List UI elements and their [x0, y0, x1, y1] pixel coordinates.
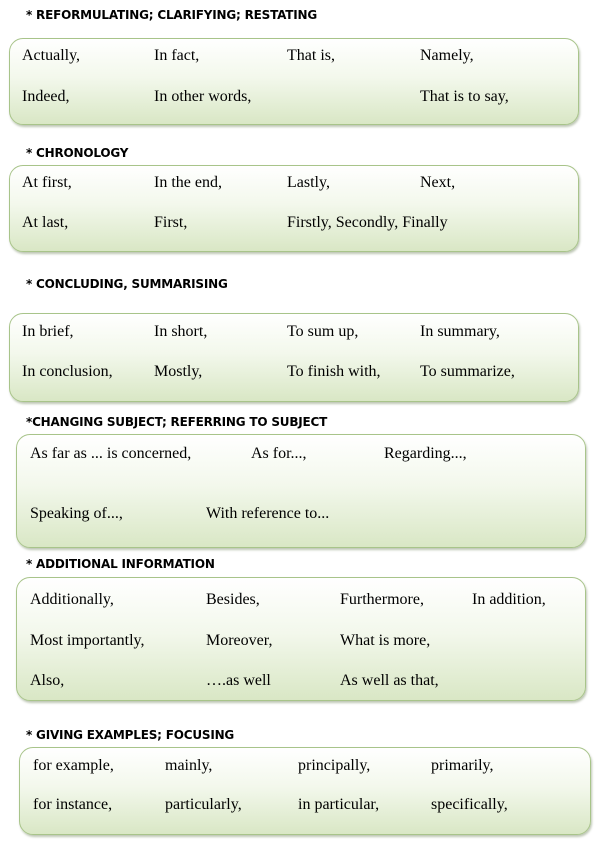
phrase: Additionally,	[30, 591, 114, 608]
phrase: in particular,	[298, 796, 380, 813]
phrase: In summary,	[420, 323, 500, 340]
phrase: That is to say,	[420, 88, 509, 105]
phrase: Speaking of...,	[30, 505, 123, 522]
phrase: To sum up,	[287, 323, 359, 340]
phrase: Next,	[420, 174, 456, 191]
phrase: As far as ... is concerned,	[30, 445, 192, 462]
phrase: for instance,	[33, 796, 113, 813]
phrase: In addition,	[472, 591, 546, 608]
phrase: As for...,	[251, 445, 307, 462]
phrase: In short,	[154, 323, 208, 340]
phrase: principally,	[298, 757, 371, 774]
phrase: Actually,	[22, 47, 81, 64]
phrase: To finish with,	[287, 363, 381, 380]
phrase: Firstly, Secondly, Finally	[287, 214, 448, 231]
section-heading-additional-information: * ADDITIONAL INFORMATION	[26, 557, 215, 571]
phrase: To summarize,	[420, 363, 515, 380]
phrase: What is more,	[340, 632, 431, 649]
phrase: mainly,	[165, 757, 213, 774]
phrase: Regarding...,	[384, 445, 467, 462]
phrase: With reference to...	[206, 505, 330, 522]
phrase: Also,	[30, 672, 65, 689]
phrase: particularly,	[165, 796, 242, 813]
phrase: Most importantly,	[30, 632, 145, 649]
phrase: As well as that,	[340, 672, 439, 689]
phrase: Furthermore,	[340, 591, 424, 608]
phrase: In fact,	[154, 47, 200, 64]
phrase: specifically,	[431, 796, 508, 813]
phrase: Mostly,	[154, 363, 203, 380]
section-heading-concluding: * CONCLUDING, SUMMARISING	[26, 277, 228, 291]
phrase: Besides,	[206, 591, 260, 608]
phrase: Namely,	[420, 47, 474, 64]
phrase: In conclusion,	[22, 363, 113, 380]
phrase: That is,	[287, 47, 335, 64]
section-heading-changing-subject: *CHANGING SUBJECT; REFERRING TO SUBJECT	[26, 415, 328, 429]
phrase: At first,	[22, 174, 72, 191]
phrase: In the end,	[154, 174, 222, 191]
section-heading-giving-examples: * GIVING EXAMPLES; FOCUSING	[26, 728, 235, 742]
phrase: primarily,	[431, 757, 494, 774]
phrase: At last,	[22, 214, 69, 231]
section-heading-chronology: * CHRONOLOGY	[26, 146, 129, 160]
phrase: Indeed,	[22, 88, 70, 105]
phrase: First,	[154, 214, 188, 231]
phrase: Moreover,	[206, 632, 273, 649]
phrase: In other words,	[154, 88, 252, 105]
phrase: In brief,	[22, 323, 74, 340]
section-heading-reformulating: * REFORMULATING; CLARIFYING; RESTATING	[26, 8, 318, 22]
phrase: Lastly,	[287, 174, 330, 191]
phrase: for example,	[33, 757, 114, 774]
phrase: ….as well	[206, 672, 271, 689]
